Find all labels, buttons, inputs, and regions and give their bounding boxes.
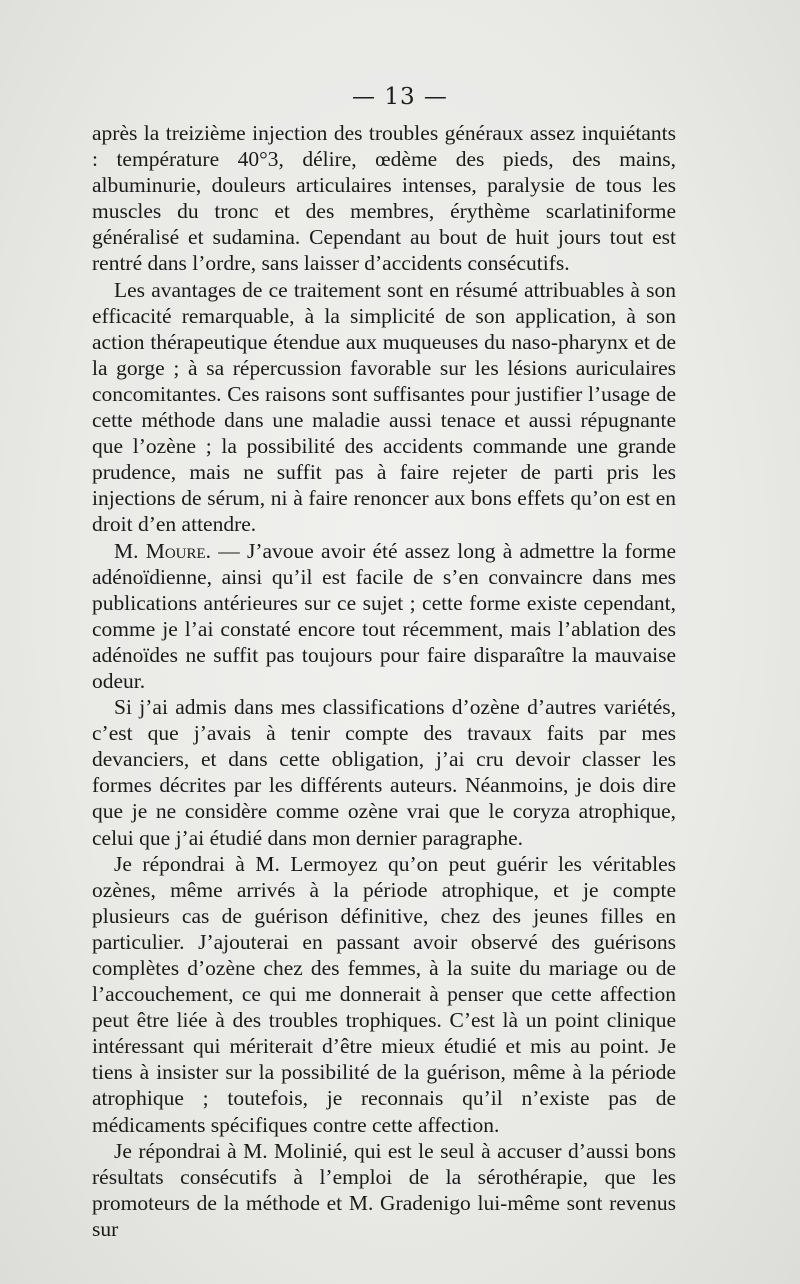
paragraph bbox=[92, 120, 676, 277]
paragraph-text: Les avantages de ce traitement sont en résumé attribuables à son efficacité remarquable, à la simplicité de son application, à son action thérapeutique étendue aux muqueuses du naso-pharynx et de la gorge ; à sa répercussion favorable sur les lésions auriculaires concomitantes. Ces raisons sont suffisantes pour justifier l’usage de cette méthode dans une maladie aussi tenace et aussi répugnante que l’ozène ; la possibilité des accidents commande une grande prudence, mais ne suffit pas à faire rejeter de parti pris les injections de sérum, ni à faire renoncer aux bons effets qu’on est en droit d’en attendre. bbox=[92, 277, 676, 537]
paragraph bbox=[92, 1138, 676, 1242]
paragraph bbox=[92, 277, 676, 538]
paragraph-text: Si j’ai admis dans mes classifications d’ozène d’autres variétés, c’est que j’avais à tenir compte des travaux faits par mes devanciers, et dans cette obligation, j’ai cru devoir classer les formes décrites par les différents auteurs. Néanmoins, je dois dire que je ne considère comme ozène vrai que le coryza atrophique, celui que j’ai étudié dans mon dernier paragraphe. bbox=[92, 695, 676, 850]
page-number: — 13 — bbox=[352, 84, 448, 110]
paragraph-text: Je répondrai à M. Lermoyez qu’on peut guérir les véritables ozènes, même arrivés à la période atrophique, et je compte plusieurs cas de guérison définitive, chez des jeunes filles en particulier. J’ajouterai en passant avoir observé des guérisons complètes d’ozène chez des femmes, à la suite du mariage ou de l’accouchement, ce qui me donnerait à penser que cette affection peut être liée à des troubles trophiques. C’est là un point clinique intéressant qui mériterait d’être mieux étudié et mis au point. Je tiens à insister sur la possibilité de la guérison, même à la période atrophique ; toutefois, je reconnais qu’il n’existe pas de médicaments spécifiques contre cette affection. bbox=[92, 851, 676, 1137]
paragraph-text: Je répondrai à M. Molinié, qui est le seul à accuser d’aussi bons résultats consécutifs à l’emploi de la sérothérapie, que les promoteurs de la méthode et M. Gradenigo lui-même sont revenus sur bbox=[92, 1138, 676, 1241]
paragraph-text: après la treizième injection des troubles généraux assez inquiétants : température 40°3, délire, œdème des pieds, des mains, albuminurie, douleurs articulaires intenses, paralysie de tous les muscles du tronc et des membres, érythème scarlatiniforme généralisé et sudamina. Cependant au bout de huit jours tout est rentré dans l’ordre, sans laisser d’accidents consécutifs. bbox=[92, 121, 676, 276]
paragraph bbox=[92, 694, 676, 851]
paragraph bbox=[92, 851, 676, 1138]
paragraph-text: — J’avoue avoir été assez long à admettre la forme adénoïdienne, ainsi qu’il est facile de s’en convaincre dans mes publications antérieures sur ce sujet ; cette forme existe cependant, comme je l’ai constaté encore tout récemment, mais l’ablation des adénoïdes ne suffit pas toujours pour faire disparaître la mauvaise odeur. bbox=[92, 538, 676, 693]
speaker-name: M. Moure. bbox=[114, 538, 212, 563]
body-text bbox=[92, 120, 676, 1242]
paragraph bbox=[92, 538, 676, 695]
